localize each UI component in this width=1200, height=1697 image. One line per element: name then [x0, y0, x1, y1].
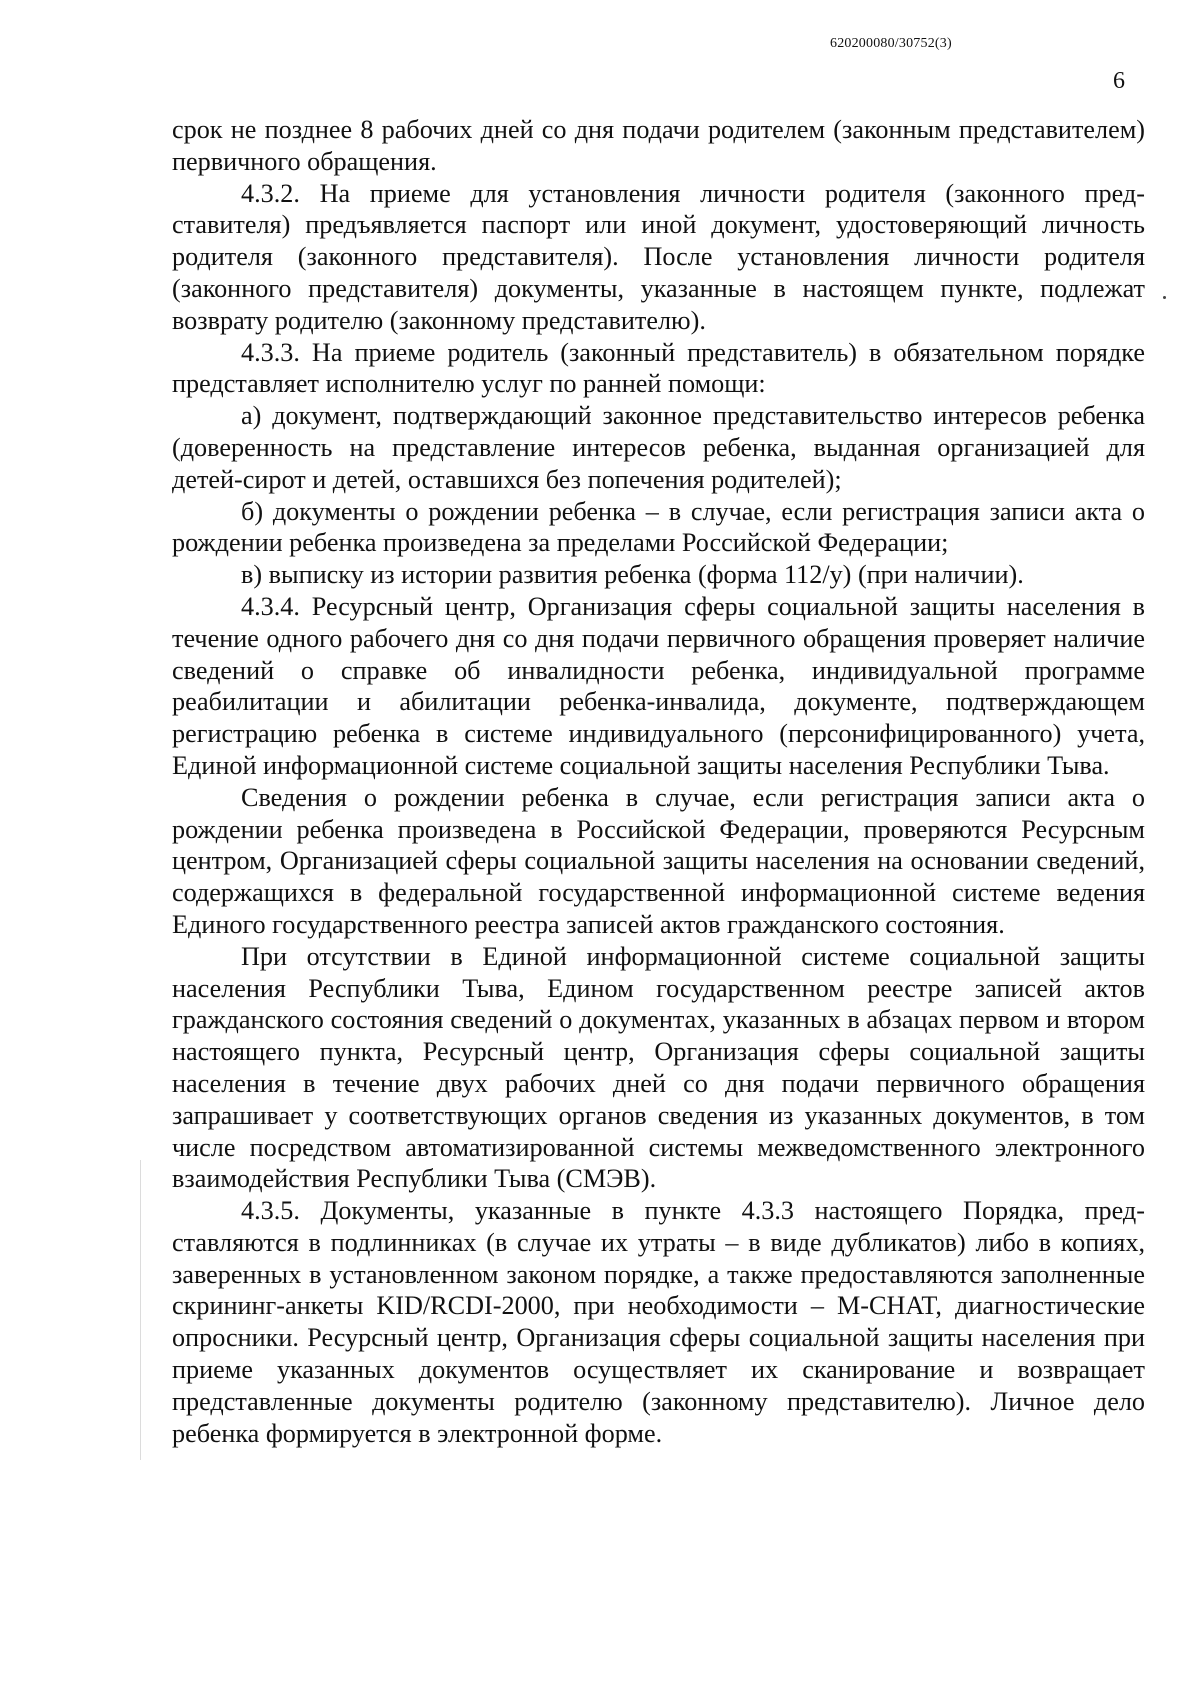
list-item-a: а) документ, подтверждающий законное представительство интересов ребенка (доверенность на представление интересов ребенка, выданная организацией для детей-сирот и детей, оставшихся без попечения родителей);	[172, 401, 1145, 494]
scan-artifact-dot	[1163, 296, 1166, 299]
list-item-v: в) выписку из истории развития ребенка (форма 112/у) (при наличии).	[241, 560, 1024, 590]
paragraph-4-3-5: 4.3.5. Документы, указанные в пункте 4.3.3 настоящего Порядка, представляются в подлинниках (в случае их утраты – в виде дубликатов) либо в копиях, заверенных в установленном законом порядке, а также предоставляются заполненные скрининг-анкеты KID/RCDI-2000, при необходимости – M-CHAT, диагностические опросники. Ресурсный центр, Организация сферы социальной защиты населения при приеме указанных документов осуществляет их сканирование и возвращает представленные документы родителю (законному представителю). Личное дело ребенка формируется в электронной форме.	[172, 1196, 1145, 1448]
list-item-b: б) документы о рождении ребенка – в случае, если регистрация записи акта о рождении ребенка произведена за пределами Российской Федерации;	[172, 496, 1145, 558]
paragraph-4-3-2: 4.3.2. На приеме для установления личности родителя (законного представителя) предъявляется паспорт или иной документ, удостоверяющий личность родителя (законного представителя). После установления личности родителя (законного представителя) документы, указанные в настоящем пункте, подлежат возврату родителю (законному представителю).	[172, 178, 1145, 335]
paragraph-4-3-4: 4.3.4. Ресурсный центр, Организация сферы социальной защиты населения в течение одного рабочего дня со дня подачи первичного обращения проверяет наличие сведений о справке об инвалидности ребенка, индивидуальной программе реабилитации и абилитации ребенка-инвалида, документе, подтверждающем регистрацию ребенка в системе индивидуального (персонифицированного) учета, Единой информационной системе социальной защиты населения Республики Тыва.	[172, 591, 1145, 780]
paragraph-4-3-3: 4.3.3. На приеме родитель (законный представитель) в обязательном порядке представляет исполнителю услуг по ранней помощи:	[172, 337, 1145, 399]
paragraph-continuation: срок не позднее 8 рабочих дней со дня подачи родителем (законным представителем) первичного обращения.	[172, 115, 1145, 176]
page-number: 6	[1113, 68, 1125, 94]
paragraph-birth-records: Сведения о рождении ребенка в случае, если регистрация записи акта о рождении ребенка произведена в Российской Федерации, проверяются Ресурсным центром, Организацией сферы социальной защиты населения на основании сведений, содержащихся в федеральной государственной информационной системе ведения Единого государственного реестра записей актов гражданского состояния.	[172, 782, 1145, 939]
scan-artifact-line	[140, 1160, 141, 1460]
document-id: 620200080/30752(3)	[830, 36, 952, 51]
document-body	[172, 114, 1145, 1449]
paragraph-missing-records: При отсутствии в Единой информационной системе социальной защиты населения Республики Тыва, Едином государственном реестре записей актов гражданского состояния сведений о документах, указанных в абзацах первом и втором настоящего пункта, Ресурсный центр, Организация сферы социальной защиты населения в течение двух рабочих дней со дня подачи первичного обращения запрашивает у соответствующих органов сведения из указанных документов, в том числе посредством автоматизированной системы межведомственного электронного взаимодействия Республики Тыва (СМЭВ).	[172, 941, 1145, 1194]
